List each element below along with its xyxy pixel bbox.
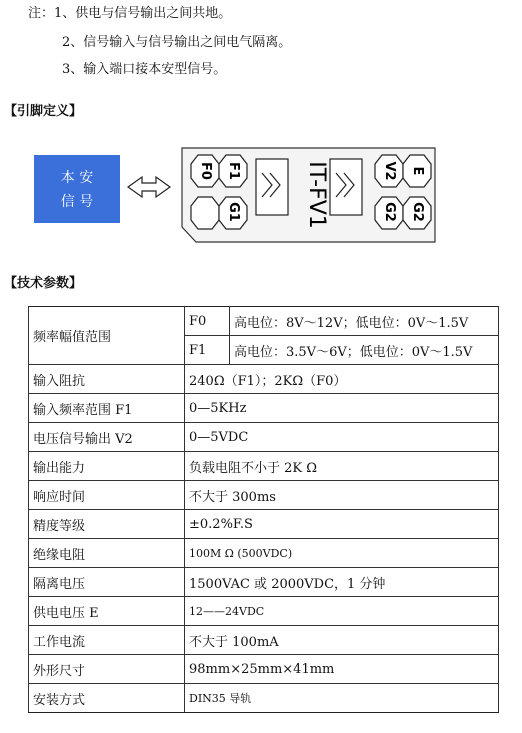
table-row xyxy=(29,626,499,655)
pin-g2-b xyxy=(403,197,431,229)
double-arrow-icon xyxy=(128,177,170,197)
svg-text:G2: G2 xyxy=(410,202,425,222)
note-3: 3、输入端口接本安型信号。 xyxy=(62,62,227,77)
table-row xyxy=(29,510,499,539)
pin-g1 xyxy=(219,197,247,229)
svg-text:E: E xyxy=(410,166,425,176)
note-1: 注：1、供电与信号输出之间共地。 xyxy=(28,6,232,21)
pin-f1 xyxy=(219,155,247,187)
svg-text:F1: F1 xyxy=(226,162,241,180)
spec-value: 不大于 300ms xyxy=(185,481,499,510)
note-2: 2、信号输入与信号输出之间电气隔离。 xyxy=(62,35,292,50)
spec-name: 外形尺寸 xyxy=(29,655,185,684)
table-row xyxy=(29,365,499,394)
spec-heading: 【技术参数】 xyxy=(4,276,83,291)
spec-table xyxy=(28,306,499,713)
spec-value: 0—5VDC xyxy=(185,423,499,452)
pin-blank xyxy=(191,197,219,229)
pin-e xyxy=(403,155,431,187)
spec-value: 1500VAC 或 2000VDC，1 分钟 xyxy=(185,568,499,597)
spec-sub-f1: F1 xyxy=(185,336,230,365)
spec-name: 工作电流 xyxy=(29,626,185,655)
spec-name: 电压信号输出 V2 xyxy=(29,423,185,452)
spec-name: 精度等级 xyxy=(29,510,185,539)
table-row xyxy=(29,307,499,336)
spec-value-f1: 高电位：3.5V～6V；低电位：0V～1.5V xyxy=(230,336,499,365)
isolation-chevron-left-icon xyxy=(256,159,288,215)
spec-name: 输入阻抗 xyxy=(29,365,185,394)
spec-value: 98mm×25mm×41mm xyxy=(185,655,499,684)
spec-value: ±0.2%F.S xyxy=(185,510,499,539)
table-row xyxy=(29,423,499,452)
table-row xyxy=(29,568,499,597)
spec-name: 供电电压 E xyxy=(29,597,185,626)
spec-name: 绝缘电阻 xyxy=(29,539,185,568)
spec-value: 负载电阻不小于 2K Ω xyxy=(185,452,499,481)
spec-sub-f0: F0 xyxy=(185,307,230,336)
intrinsic-safe-source-box xyxy=(34,155,120,223)
spec-value-f0: 高电位：8V～12V；低电位：0V～1.5V xyxy=(230,307,499,336)
spec-value: 不大于 100mA xyxy=(185,626,499,655)
svg-text:V2: V2 xyxy=(382,161,397,181)
spec-value: 240Ω（F1）；2KΩ（F0） xyxy=(185,365,499,394)
svg-text:F0: F0 xyxy=(198,162,213,180)
table-row xyxy=(29,684,499,713)
source-box-line1: 本 安 xyxy=(60,170,94,186)
table-row xyxy=(29,481,499,510)
pin-diagram xyxy=(0,135,522,255)
spec-name: 隔离电压 xyxy=(29,568,185,597)
spec-name: 响应时间 xyxy=(29,481,185,510)
spec-value: 100M Ω (500VDC) xyxy=(185,539,499,568)
spec-name-freq-range: 频率幅值范围 xyxy=(29,307,185,365)
source-box-line2: 信 号 xyxy=(60,194,94,210)
spec-name: 输入频率范围 F1 xyxy=(29,394,185,423)
spec-value: DIN35 导轨 xyxy=(185,684,499,713)
spec-name: 安装方式 xyxy=(29,684,185,713)
svg-text:G2: G2 xyxy=(382,202,397,222)
isolation-chevron-right-icon xyxy=(330,159,362,215)
svg-text:G1: G1 xyxy=(226,202,241,222)
pin-g2-a xyxy=(375,197,403,229)
table-row xyxy=(29,597,499,626)
table-row xyxy=(29,394,499,423)
pin-f0 xyxy=(191,155,219,187)
spec-name: 输出能力 xyxy=(29,452,185,481)
module-label: IT-FV1 xyxy=(304,161,329,229)
spec-value: 0—5KHz xyxy=(185,394,499,423)
table-row xyxy=(29,452,499,481)
table-row xyxy=(29,539,499,568)
pin-definition-heading: 【引脚定义】 xyxy=(4,104,83,119)
table-row xyxy=(29,655,499,684)
spec-value: 12——24VDC xyxy=(185,597,499,626)
pin-v2 xyxy=(375,155,403,187)
